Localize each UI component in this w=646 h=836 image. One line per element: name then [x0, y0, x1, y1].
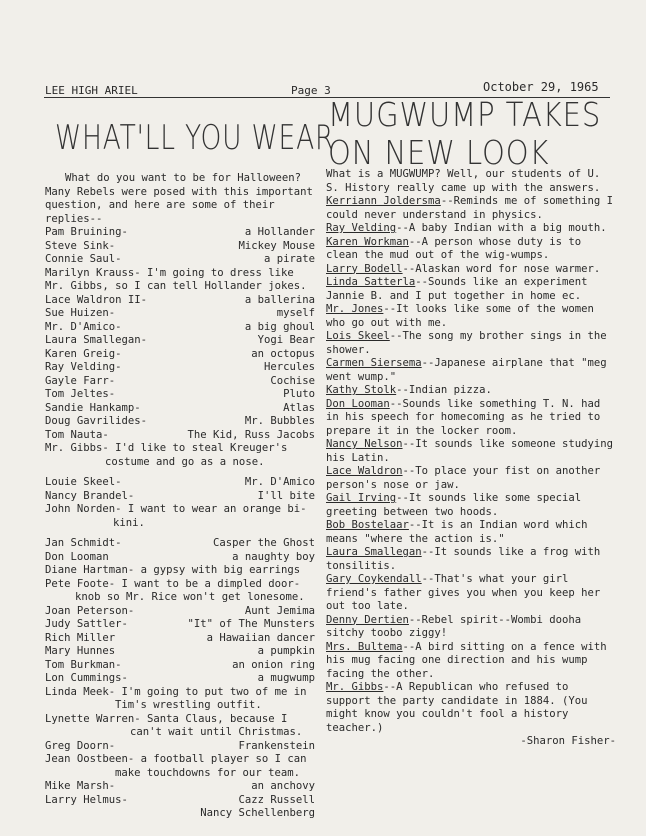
- student-name: Laura Smallegan: [326, 546, 422, 558]
- costume-answer: Mr. D'Amico: [244, 476, 315, 488]
- answer-text: --The song my brother sings in the shower.: [326, 330, 607, 356]
- answer-text: --A Republican who refused to support the party candidate in 1884. (You might know you couldn't fool a history teacher.): [326, 681, 588, 734]
- costume-answer: myself: [276, 307, 315, 319]
- respondent-name: Lace Waldron II-: [45, 293, 148, 306]
- reply-row: [45, 537, 315, 551]
- reply-list-a: [45, 226, 315, 267]
- costume-answer: a pumpkin: [257, 645, 315, 657]
- answer-text: --Rebel spirit--Wombi dooha sitchy toobo ziggy!: [326, 613, 582, 639]
- reply-row: [45, 780, 315, 794]
- answer-entry: [326, 384, 616, 398]
- costume-answer: a ballerina: [244, 293, 315, 306]
- answer-entry: [326, 263, 616, 277]
- costume-answer: a big ghoul: [244, 320, 315, 333]
- respondent-name: Connie Saul-: [45, 253, 122, 265]
- student-name: Mr. Jones: [326, 303, 384, 315]
- reply-list-c: [45, 476, 315, 503]
- costume-answer: Frankenstein: [238, 739, 315, 752]
- answer-text: --That's what your girl friend's father gives you when you keep her out too late.: [326, 573, 601, 612]
- reply-row: [45, 659, 315, 673]
- answer-entry: [326, 236, 616, 263]
- costume-answer: a Hollander: [244, 226, 315, 238]
- respondent-name: Sue Huizen-: [45, 307, 116, 319]
- answer-entry: [326, 357, 616, 384]
- respondent-name: Doug Gavrilides-: [45, 415, 148, 427]
- reply-line: knob so Mr. Rice won't get lonesome.: [75, 591, 305, 603]
- respondent-name: Don Looman: [45, 550, 109, 563]
- reply-list-d: [45, 537, 315, 564]
- reply-list-g: [45, 780, 315, 807]
- answer-text: --A bird sitting on a fence with his mug facing one direction and his wump facing the other.: [326, 640, 607, 680]
- left-article-body: [45, 172, 315, 821]
- respondent-name: Ray Velding-: [45, 361, 122, 373]
- answer-entry: [326, 573, 616, 614]
- respondent-name: Mike Marsh-: [45, 780, 116, 792]
- right-article-title: [328, 95, 602, 172]
- respondent-name: Judy Sattler-: [45, 618, 128, 630]
- costume-answer: Hercules: [263, 361, 315, 373]
- student-name: Kerriann Joldersma: [326, 195, 441, 207]
- reply-list-b: [45, 294, 315, 443]
- student-name: Linda Satterla: [326, 276, 416, 288]
- student-name: Denny Dertien: [326, 613, 409, 626]
- reply-row: [45, 605, 315, 619]
- answer-text: --It looks like some of the women who go out with me.: [326, 303, 594, 329]
- reply-row: [45, 240, 315, 254]
- student-name: Don Looman: [326, 397, 390, 410]
- costume-answer: "It" of The Munsters: [187, 618, 315, 630]
- student-name: Larry Bodell: [326, 262, 403, 275]
- student-name: Kathy Stolk: [326, 384, 397, 396]
- answer-entry: [326, 195, 616, 222]
- respondent-name: Pam Bruining-: [45, 226, 128, 238]
- reply-row: [45, 429, 315, 443]
- answer-text: --It sounds like some special greeting between two hoods.: [326, 492, 582, 518]
- answer-entry: [326, 330, 616, 357]
- costume-answer: Cazz Russell: [238, 793, 315, 806]
- answer-text: --It sounds like someone studying his Latin.: [326, 438, 614, 464]
- mugwump-answers: [326, 195, 616, 735]
- answer-text: --Alaskan word for nose warmer.: [402, 262, 601, 275]
- costume-answer: a pirate: [263, 253, 315, 265]
- title-line-2: ON NEW LOOK: [328, 133, 550, 172]
- costume-answer: Aunt Jemima: [244, 604, 315, 617]
- reply-line: Linda Meek- I'm going to put two of me in: [45, 685, 307, 698]
- student-name: Ray Velding: [326, 222, 397, 234]
- reply-line: Mr. Gibbs- I'd like to steal Kreuger's: [45, 442, 288, 454]
- respondent-name: Louie Skeel-: [45, 476, 122, 488]
- reply-line: Lynette Warren- Santa Claus, because I: [45, 712, 288, 725]
- reply-line: kini.: [113, 516, 145, 529]
- costume-answer: Cochise: [270, 374, 315, 387]
- reply-line: Tim's wrestling outfit.: [115, 699, 262, 711]
- reply-line: Diane Hartman- a gypsy with big earrings: [45, 564, 301, 576]
- costume-answer: a naughty boy: [232, 550, 315, 563]
- reply-line: John Norden- I want to wear an orange bi-: [45, 503, 307, 515]
- answer-entry: [326, 546, 616, 573]
- reply-list-f: [45, 740, 315, 754]
- answer-entry: [326, 438, 616, 465]
- costume-answer: Casper the Ghost: [212, 537, 315, 549]
- respondent-name: Tom Nauta-: [45, 428, 109, 441]
- respondent-name: Joan Peterson-: [45, 604, 135, 617]
- answer-text: --Sounds like something T. N. had in his speech for homecoming as he tried to prepare it in the locker room.: [326, 397, 601, 437]
- answer-text: --It is an Indian word which means "where the action is.": [326, 519, 588, 545]
- answer-text: --Reminds me of something I could never understand in physics.: [326, 195, 614, 221]
- costume-answer: The Kid, Russ Jacobs: [187, 428, 315, 441]
- reply-row: [45, 388, 315, 402]
- student-name: Mr. Gibbs: [326, 681, 384, 693]
- reply-row: [45, 415, 315, 429]
- reply-row: [45, 375, 315, 389]
- respondent-name: Jan Schmidt-: [45, 537, 122, 549]
- right-article-body: [326, 168, 616, 749]
- answer-entry: [326, 614, 616, 641]
- reply-row: [45, 551, 315, 565]
- reply-row: [45, 253, 315, 267]
- reply-line: make touchdowns for our team.: [115, 766, 300, 779]
- costume-answer: an anchovy: [251, 780, 315, 792]
- answer-text: --A person whose duty is to clean the mud out of the wig-wumps.: [326, 235, 582, 261]
- paper-name: LEE HIGH ARIEL: [45, 84, 138, 97]
- right-intro: What is a MUGWUMP? Well, our students of U. S. History really came up with the answers.: [326, 168, 601, 194]
- answer-text: --It sounds like a frog with tonsilitis.: [326, 546, 601, 572]
- reply-row: [45, 294, 315, 308]
- respondent-name: Sandie Hankamp-: [45, 401, 141, 414]
- student-name: Karen Workman: [326, 235, 409, 248]
- answer-entry: [326, 492, 616, 519]
- reply-line: Marilyn Krauss- I'm going to dress like: [45, 266, 294, 279]
- respondent-name: Tom Jeltes-: [45, 388, 116, 400]
- respondent-name: Mary Hunnes: [45, 645, 116, 657]
- left-intro: What do you want to be for Halloween? Many Rebels were posed with this important question, and here are some of their replies--: [45, 172, 313, 225]
- costume-answer: an octopus: [251, 347, 315, 360]
- reply-row: [45, 334, 315, 348]
- reply-row: [45, 361, 315, 375]
- respondent-name: Rich Miller: [45, 631, 116, 644]
- answer-entry: [326, 276, 616, 303]
- reply-row: [45, 402, 315, 416]
- respondent-name: Karen Greig-: [45, 347, 122, 360]
- reply-line: Mr. Gibbs, so I can tell Hollander jokes.: [45, 280, 307, 292]
- student-name: Bob Bostelaar: [326, 519, 409, 531]
- respondent-name: Larry Helmus-: [45, 793, 128, 806]
- answer-entry: [326, 465, 616, 492]
- costume-answer: Mr. Bubbles: [244, 415, 315, 427]
- costume-answer: I'll bite: [257, 489, 315, 502]
- answer-entry: [326, 641, 616, 682]
- answer-text: --To place your fist on another person's nose or jaw.: [326, 465, 601, 491]
- answer-entry: [326, 519, 616, 546]
- costume-answer: Mickey Mouse: [238, 239, 315, 252]
- respondent-name: Steve Sink-: [45, 239, 116, 252]
- reply-row: [45, 348, 315, 362]
- costume-answer: a Hawaiian dancer: [206, 631, 315, 644]
- reply-row: [45, 632, 315, 646]
- reply-row: [45, 672, 315, 686]
- title-line-1: MUGWUMP TAKES: [328, 95, 602, 134]
- costume-answer: Atlas: [283, 401, 315, 414]
- issue-date: October 29, 1965: [483, 80, 599, 94]
- answer-entry: [326, 681, 616, 735]
- reply-line: Nancy Schellenberg: [200, 807, 315, 819]
- costume-answer: Pluto: [283, 388, 315, 400]
- reply-row: [45, 490, 315, 504]
- reply-row: [45, 740, 315, 754]
- answer-entry: [326, 398, 616, 439]
- respondent-name: Greg Doorn-: [45, 739, 116, 752]
- costume-answer: an onion ring: [232, 658, 315, 671]
- reply-line: Jean Oostbeen- a football player so I can: [45, 753, 307, 765]
- student-name: Mrs. Bultema: [326, 640, 403, 653]
- reply-row: [45, 476, 315, 490]
- answer-entry: [326, 303, 616, 330]
- reply-line: Pete Foote- I want to be a dimpled door-: [45, 577, 301, 590]
- byline: -Sharon Fisher-: [520, 735, 616, 747]
- costume-answer: Yogi Bear: [257, 334, 315, 346]
- student-name: Nancy Nelson: [326, 438, 403, 450]
- left-article-title: WHAT'LL YOU WEAR: [55, 118, 335, 158]
- respondent-name: Nancy Brandel-: [45, 489, 135, 502]
- reply-row: [45, 794, 315, 808]
- answer-entry: [326, 222, 616, 236]
- respondent-name: Lon Cummings-: [45, 672, 128, 684]
- reply-row: [45, 226, 315, 240]
- reply-row: [45, 307, 315, 321]
- page-number: Page 3: [291, 84, 331, 97]
- respondent-name: Gayle Farr-: [45, 374, 116, 387]
- reply-row: [45, 321, 315, 335]
- reply-list-e: [45, 605, 315, 686]
- respondent-name: Laura Smallegan-: [45, 334, 148, 346]
- reply-line: costume and go as a nose.: [105, 455, 265, 468]
- answer-text: --Indian pizza.: [396, 384, 492, 396]
- reply-row: [45, 618, 315, 632]
- answer-text: --Japanese airplane that "meg went wump.": [326, 357, 607, 383]
- respondent-name: Tom Burkman-: [45, 658, 122, 671]
- student-name: Gary Coykendall: [326, 573, 422, 585]
- answer-text: --Sounds like an experiment Jannie B. and I put together in home ec.: [326, 276, 588, 302]
- reply-line: can't wait until Christmas.: [130, 726, 303, 738]
- student-name: Lois Skeel: [326, 330, 390, 342]
- student-name: Carmen Siersema: [326, 357, 422, 369]
- costume-answer: a mugwump: [257, 672, 315, 684]
- student-name: Gail Irving: [326, 492, 397, 504]
- student-name: Lace Waldron: [326, 465, 403, 477]
- respondent-name: Mr. D'Amico-: [45, 320, 122, 333]
- answer-text: --A baby Indian with a big mouth.: [396, 222, 607, 234]
- reply-row: [45, 645, 315, 659]
